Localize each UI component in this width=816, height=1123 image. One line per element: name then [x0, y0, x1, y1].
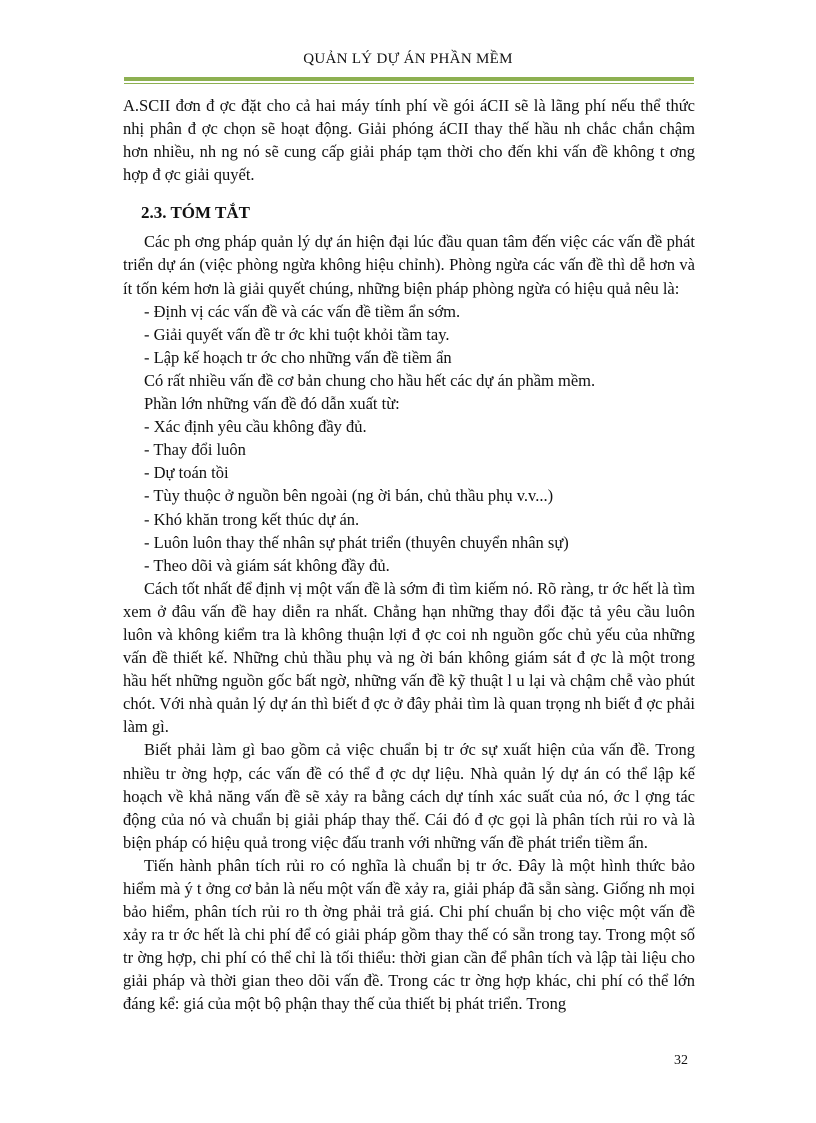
- cause-list: [123, 415, 695, 577]
- list-item: - Xác định yêu cầu không đầy đủ.: [144, 417, 367, 437]
- page-number: 32: [674, 1053, 688, 1068]
- intro-paragraph: A.SCII đơn đ ợc đặt cho cả hai máy tính phí về gói áCII sẽ là lãng phí nếu thể thức nhị phân đ ợc chọn sẽ hoạt động. Giải phóng áCII thay thế hầu nh chắc chắn chậm hơn nhiều, nh ng nó sẽ cung cấp giải pháp tạm thời cho đến khi vấn đề không t ơng hợp đ ợc giải quyết.: [123, 96, 695, 185]
- summary-paragraph-2: Có rất nhiều vấn đề cơ bản chung cho hầu hết các dự án phầm mềm.: [144, 370, 596, 390]
- list-item: - Khó khăn trong kết thúc dự án.: [144, 509, 360, 529]
- list-item: - Theo dõi và giám sát không đầy đủ.: [144, 555, 390, 575]
- summary-paragraph-4: Cách tốt nhất để định vị một vấn đề là sớm đi tìm kiếm nó. Rõ ràng, tr ớc hết là tìm xem ở đâu vấn đề hay diễn ra nhất. Chẳng hạn những thay đổi đặc tả yêu cầu luôn luôn và không kiểm tra là không thuận lợi đ ợc coi nh nguồn gốc chủ yếu của những vấn đề thiết kế. Những chủ thầu phụ và ng ời bán không giám sát đ ợc là một trong hầu hết những nguồn gốc bất ngờ, những vấn đề kỹ thuật l u lại và chậm chễ vào phút chót. Với nhà quản lý dự án thì biết đ ợc ở đây phải tìm là quan trọng nh biết đ ợc phải làm gì.: [123, 578, 695, 737]
- list-item: - Tùy thuộc ở nguồn bên ngoài (ng ời bán, chủ thầu phụ v.v...): [144, 486, 554, 506]
- page-header: QUẢN LÝ DỰ ÁN PHẦN MỀM: [303, 51, 513, 67]
- summary-paragraph-3: Phần lớn những vấn đề đó dẫn xuất từ:: [144, 394, 400, 414]
- list-item: - Luôn luôn thay thế nhân sự phát triển (thuyên chuyển nhân sự): [144, 532, 569, 552]
- document-body: [123, 94, 695, 1016]
- summary-paragraph-6: Tiến hành phân tích rủi ro có nghĩa là chuẩn bị tr ớc. Đây là một hình thức bảo hiểm mà ý t ởng cơ bản là nếu một vấn đề xảy ra, giải pháp đã sẵn sàng. Giống nh mọi bảo hiểm, phân tích rủi ro th ờng phải trả giá. Chi phí chuẩn bị cho việc một vấn đề xảy ra tr ớc hết là chi phí để có giải pháp gồm thay thế có sẵn trong tay. Trong một số tr ờng hợp, chi phí có thể chỉ là tối thiểu: thời gian cần để phân tích và lập tài liệu cho giải pháp và thời gian theo dõi vấn đề. Trong các tr ờng hợp khác, chi phí có thể lớn đáng kể: giá của một bộ phận thay thế của thiết bị phát triển. Trong: [123, 855, 695, 1014]
- summary-paragraph-1: Các ph ơng pháp quản lý dự án hiện đại lúc đầu quan tâm đến việc các vấn đề phát triển dự án (việc phòng ngừa không hiệu chỉnh). Phòng ngừa các vấn đề thì dễ hơn và ít tốn kém hơn là giải quyết chúng, những biện pháp phòng ngừa có hiệu quả nêu là:: [123, 232, 695, 298]
- list-item: - Định vị các vấn đề và các vấn đề tiềm ẩn sớm.: [144, 301, 461, 321]
- list-item: - Thay đổi luôn: [144, 440, 246, 460]
- header-rule-thick: [124, 77, 694, 81]
- list-item: - Lập kế hoạch tr ớc cho những vấn đề tiềm ẩn: [144, 347, 452, 367]
- list-item: - Dự toán tồi: [144, 463, 229, 483]
- prevention-list: [123, 300, 695, 369]
- header-rule-thin: [124, 83, 694, 84]
- section-heading: 2.3. TÓM TẮT: [141, 203, 250, 223]
- list-item: - Giải quyết vấn đề tr ớc khi tuột khỏi tầm tay.: [144, 324, 450, 344]
- summary-paragraph-5: Biết phải làm gì bao gồm cả việc chuẩn bị tr ớc sự xuất hiện của vấn đề. Trong nhiều tr ờng hợp, các vấn đề có thể đ ợc dự liệu. Nhà quản lý dự án có thể lập kế hoạch về khả năng vấn đề sẽ xảy ra bằng cách dự tính xác suất của nó, ớc l ợng tác động của nó và chuẩn bị giải pháp thay thế. Cái đó đ ợc gọi là phân tích rủi ro và là biện pháp có hiệu quả trong việc đấu tranh với những vấn đề phát triển tiềm ẩn.: [123, 740, 695, 852]
